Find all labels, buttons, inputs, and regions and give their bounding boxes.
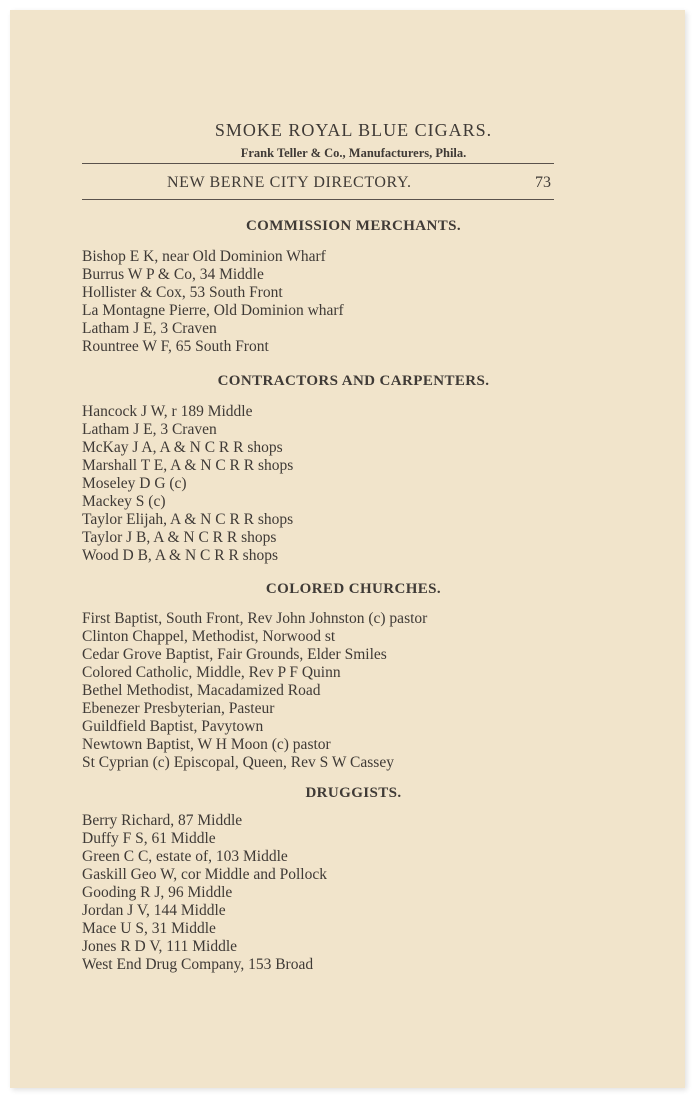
list-item: Cedar Grove Baptist, Fair Grounds, Elder Smiles [82, 646, 387, 663]
header-rule-bottom [82, 199, 554, 200]
list-item: St Cyprian (c) Episcopal, Queen, Rev S W Cassey [82, 754, 394, 771]
list-item: Guildfield Baptist, Pavytown [82, 718, 264, 735]
list-item: Gooding R J, 96 Middle [82, 884, 233, 901]
running-head: NEW BERNE CITY DIRECTORY. [167, 174, 412, 191]
list-item: Duffy F S, 61 Middle [82, 830, 216, 847]
list-item: Taylor Elijah, A & N C R R shops [82, 511, 294, 528]
list-item: Marshall T E, A & N C R R shops [82, 457, 294, 474]
section-heading-colored-churches: COLORED CHURCHES. [265, 581, 442, 597]
list-item: First Baptist, South Front, Rev John Johnston (c) pastor [82, 610, 428, 627]
list-item: Gaskill Geo W, cor Middle and Pollock [82, 866, 327, 883]
list-item: Latham J E, 3 Craven [82, 421, 217, 438]
list-item: Bishop E K, near Old Dominion Wharf [82, 248, 326, 265]
list-item: Ebenezer Presbyterian, Pasteur [82, 700, 275, 717]
list-item: Hancock J W, r 189 Middle [82, 403, 253, 420]
header-rule-top [82, 163, 554, 164]
list-item: Wood D B, A & N C R R shops [82, 547, 278, 564]
druggists-list [82, 812, 327, 974]
list-item: Rountree W F, 65 South Front [82, 338, 269, 355]
list-item: Newtown Baptist, W H Moon (c) pastor [82, 736, 331, 753]
list-item: Green C C, estate of, 103 Middle [82, 848, 288, 865]
page-number: 73 [535, 174, 551, 191]
colored-churches-list [82, 610, 427, 772]
list-item: Bethel Methodist, Macadamized Road [82, 682, 321, 699]
list-item: Mackey S (c) [82, 493, 166, 510]
section-heading-commission-merchants: COMMISSION MERCHANTS. [245, 218, 462, 234]
advertisement-subline: Frank Teller & Co., Manufacturers, Phila. [240, 146, 467, 160]
commission-merchants-list [82, 248, 344, 356]
list-item: Colored Catholic, Middle, Rev P F Quinn [82, 664, 341, 681]
list-item: Jones R D V, 111 Middle [82, 938, 238, 955]
list-item: Moseley D G (c) [82, 475, 187, 492]
directory-page [10, 10, 685, 1088]
advertisement-headline: SMOKE ROYAL BLUE CIGARS. [214, 120, 493, 140]
section-heading-druggists: DRUGGISTS. [305, 785, 402, 801]
list-item: Mace U S, 31 Middle [82, 920, 216, 937]
list-item: Latham J E, 3 Craven [82, 320, 217, 337]
contractors-and-carpenters-list [82, 403, 293, 565]
list-item: Taylor J B, A & N C R R shops [82, 529, 277, 546]
list-item: La Montagne Pierre, Old Dominion wharf [82, 302, 344, 319]
section-heading-contractors-and-carpenters: CONTRACTORS AND CARPENTERS. [217, 373, 490, 389]
list-item: Hollister & Cox, 53 South Front [82, 284, 283, 301]
list-item: Berry Richard, 87 Middle [82, 812, 243, 829]
list-item: West End Drug Company, 153 Broad [82, 956, 314, 973]
list-item: McKay J A, A & N C R R shops [82, 439, 283, 456]
list-item: Jordan J V, 144 Middle [82, 902, 226, 919]
list-item: Clinton Chappel, Methodist, Norwood st [82, 628, 336, 645]
list-item: Burrus W P & Co, 34 Middle [82, 266, 264, 283]
